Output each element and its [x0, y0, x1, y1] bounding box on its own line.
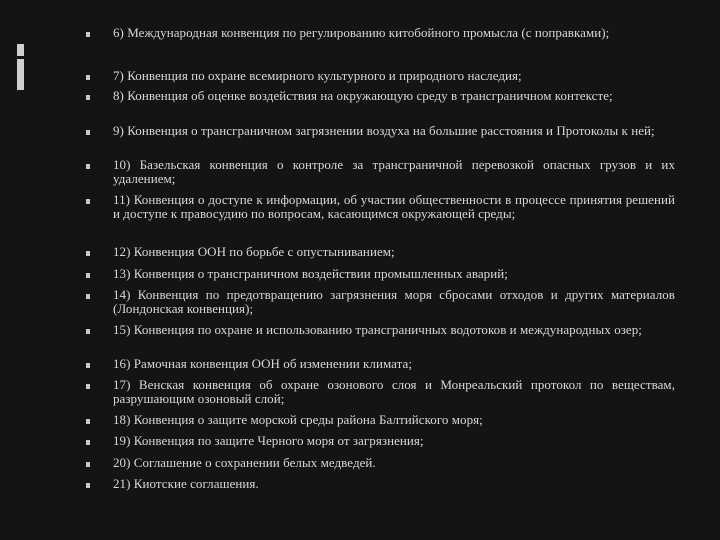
bullet-icon	[86, 462, 90, 467]
list-item-text: 20) Соглашение о сохранении белых медведей.	[113, 455, 376, 470]
bullet-icon	[86, 95, 90, 100]
list-item-text: 12) Конвенция ООН по борьбе с опустыниванием;	[113, 244, 395, 259]
bullet-icon	[86, 130, 90, 135]
list-item-text: 6) Международная конвенция по регулированию китобойного промысла (с поправками);	[113, 25, 610, 40]
decorative-bar-bottom	[17, 59, 24, 90]
bullet-icon	[86, 164, 90, 169]
bullet-icon	[86, 329, 90, 334]
list-item-text: 8) Конвенция об оценке воздействия на окружающую среду в трансграничном контексте;	[113, 88, 613, 103]
bullet-icon	[86, 440, 90, 445]
list-item-text: 7) Конвенция по охране всемирного культурного и природного наследия;	[113, 68, 522, 83]
decorative-bar-top	[17, 44, 24, 56]
bullet-icon	[86, 384, 90, 389]
bullet-icon	[86, 32, 90, 37]
list-item-text: 19) Конвенция по защите Черного моря от загрязнения;	[113, 433, 424, 448]
list-item-text: 17) Венская конвенция об охране озонового слоя и Монреальский протокол по веществам, разрушающим озоновый слой;	[113, 377, 675, 406]
list-item-text: 11) Конвенция о доступе к информации, об участии общественности в процессе принятия решений и доступе к правосудию по вопросам, касающимся окружающей среды;	[113, 192, 675, 221]
list-item-text: 15) Конвенция по охране и использованию трансграничных водотоков и международных озер;	[113, 322, 642, 337]
list-item-text: 18) Конвенция о защите морской среды района Балтийского моря;	[113, 412, 483, 427]
bullet-icon	[86, 419, 90, 424]
bullet-icon	[86, 483, 90, 488]
list-item-text: 14) Конвенция по предотвращению загрязнения моря сбросами отходов и других материалов (Лондонская конвенция);	[113, 287, 675, 316]
bullet-icon	[86, 251, 90, 256]
bullet-icon	[86, 75, 90, 80]
list-item-text: 13) Конвенция о трансграничном воздействии промышленных аварий;	[113, 266, 508, 281]
list-item-text: 10) Базельская конвенция о контроле за трансграничной перевозкой опасных грузов и их удалением;	[113, 157, 675, 186]
list-item-text: 9) Конвенция о трансграничном загрязнении воздуха на большие расстояния и Протоколы к ней;	[113, 123, 655, 138]
bullet-icon	[86, 294, 90, 299]
bullet-icon	[86, 273, 90, 278]
list-item-text: 16) Рамочная конвенция ООН об изменении климата;	[113, 356, 412, 371]
list-item-text: 21) Киотские соглашения.	[113, 476, 259, 491]
bullet-icon	[86, 199, 90, 204]
bullet-icon	[86, 363, 90, 368]
